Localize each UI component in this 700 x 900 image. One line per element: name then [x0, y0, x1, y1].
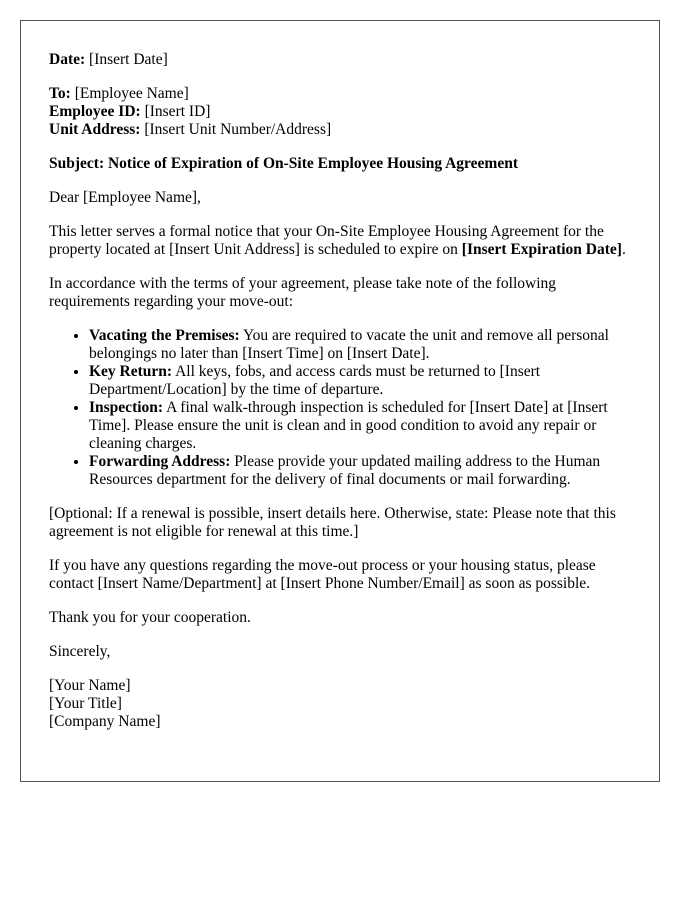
list-item	[89, 327, 631, 363]
date-line	[49, 51, 631, 69]
unit-address-line	[49, 121, 631, 139]
intro-text: This letter serves a formal notice that your On-Site Employee Housing Agreement for the property located at [Insert Unit Address] is scheduled to expire on	[49, 223, 604, 258]
requirement-title: Vacating the Premises:	[89, 327, 240, 344]
to-line	[49, 85, 631, 103]
signature-company: [Company Name]	[49, 713, 161, 730]
list-item	[89, 399, 631, 453]
thanks-line: Thank you for your cooperation.	[49, 609, 251, 626]
expiration-date: [Insert Expiration Date]	[461, 241, 622, 258]
salutation: Dear [Employee Name],	[49, 189, 201, 206]
unit-address-label: Unit Address:	[49, 121, 141, 138]
date-value: [Insert Date]	[89, 51, 168, 68]
unit-address-value: [Insert Unit Number/Address]	[144, 121, 332, 138]
requirements-list	[49, 327, 631, 489]
requirement-text: Please provide your updated mailing address to the Human Resources department for the delivery of final documents or mail forwarding.	[89, 453, 601, 488]
subject-line: Subject: Notice of Expiration of On-Site Employee Housing Agreement	[49, 155, 518, 172]
intro-paragraph	[49, 223, 631, 259]
requirement-text: A final walk-through inspection is scheduled for [Insert Date] at [Insert Time]. Please ensure the unit is clean and in good condition to avoid any repair or cleaning charges.	[89, 399, 608, 452]
letter-page	[20, 20, 660, 782]
requirement-title: Forwarding Address:	[89, 453, 231, 470]
list-item	[89, 363, 631, 399]
employee-id-label: Employee ID:	[49, 103, 141, 120]
to-label: To:	[49, 85, 71, 102]
date-label: Date:	[49, 51, 86, 68]
questions-paragraph: If you have any questions regarding the move-out process or your housing status, please contact [Insert Name/Department] at [Insert Phone Number/Email] as soon as possible.	[49, 557, 596, 592]
signature-name: [Your Name]	[49, 677, 131, 694]
signature-block	[49, 677, 631, 731]
requirements-intro: In accordance with the terms of your agreement, please take note of the following requirements regarding your move-out:	[49, 275, 556, 310]
signature-title: [Your Title]	[49, 695, 122, 712]
employee-id-value: [Insert ID]	[144, 103, 211, 120]
intro-end: .	[621, 241, 626, 258]
optional-paragraph: [Optional: If a renewal is possible, insert details here. Otherwise, state: Please note that this agreement is not eligible for renewal at this time.]	[49, 505, 616, 540]
recipient-block	[49, 85, 631, 139]
requirement-text: All keys, fobs, and access cards must be returned to [Insert Department/Location] by the time of departure.	[89, 363, 541, 398]
requirement-title: Key Return:	[89, 363, 173, 380]
requirement-title: Inspection:	[89, 399, 164, 416]
requirement-text: You are required to vacate the unit and remove all personal belongings no later than [Insert Time] on [Insert Date].	[89, 327, 609, 362]
to-value: [Employee Name]	[74, 85, 189, 102]
closing-line: Sincerely,	[49, 643, 111, 660]
list-item	[89, 453, 631, 489]
employee-id-line	[49, 103, 631, 121]
